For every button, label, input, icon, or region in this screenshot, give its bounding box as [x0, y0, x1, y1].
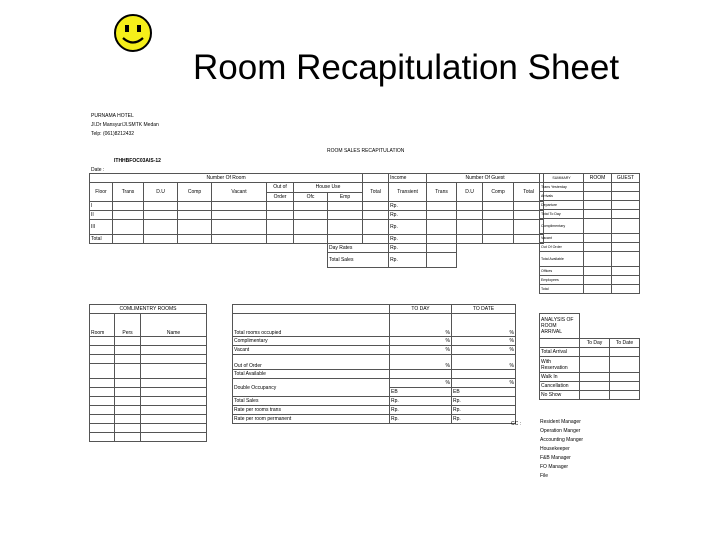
- rp-label: Rp.: [389, 235, 427, 244]
- transient-header: Transient: [389, 183, 427, 202]
- ofc-header: Ofc: [294, 192, 328, 202]
- summary-item: Employees: [540, 276, 584, 285]
- pct-to-date: %: [452, 379, 516, 388]
- table-row: [90, 364, 207, 379]
- table-row: [90, 235, 544, 244]
- summary-item: Total Available: [540, 252, 584, 267]
- table-row: [90, 211, 544, 220]
- cc-recipient: File: [540, 473, 549, 479]
- hotel-address: Jl.Dr Mansyur/Jl.SMTK Medan: [91, 122, 159, 128]
- cc-recipient: Accounting Manger: [540, 437, 584, 443]
- rp-label: Rp.: [389, 202, 427, 211]
- room-count-table: [89, 173, 544, 268]
- summary-room-header: ROOM: [584, 174, 612, 183]
- pct-to-date: %: [452, 346, 516, 355]
- cc-recipient: FO Manager: [540, 464, 569, 470]
- hotel-name: PURNAMA HOTEL: [91, 113, 134, 119]
- rp-to-date: Rp.: [452, 406, 516, 415]
- hotel-phone: Telp: (061)8212432: [91, 131, 135, 137]
- floor-label: Total: [90, 235, 113, 244]
- today-header: TO DAY: [390, 305, 452, 314]
- table-row: [90, 202, 544, 211]
- guest-trans-header: Trans: [427, 183, 457, 202]
- table-row: [90, 388, 207, 397]
- du-header: D.U: [144, 183, 178, 202]
- out-of-header: Out of: [267, 183, 294, 193]
- number-of-room-header: Number Of Room: [90, 174, 363, 183]
- stat-complimentary-label: Complimentary: [233, 337, 390, 346]
- date-label: Date :: [91, 167, 105, 173]
- pct-today: %: [390, 379, 452, 388]
- rp-to-date: Rp.: [452, 415, 516, 424]
- summary-item: Departure: [540, 201, 584, 210]
- stat-double-occupancy-label: Double Occupancy: [233, 379, 390, 397]
- emp-header: Emp: [328, 192, 363, 202]
- eb-to-date: EB: [452, 388, 516, 397]
- number-of-guest-header: Number Of Guest: [427, 174, 544, 183]
- table-row: [90, 220, 544, 235]
- summary-item: Offices: [540, 267, 584, 276]
- room-arrival-table: [539, 313, 640, 400]
- rp-today: Rp.: [390, 415, 452, 424]
- pct-to-date: %: [452, 355, 516, 370]
- sheet-title: ROOM SALES RECAPITULATION: [327, 148, 405, 154]
- summary-table: [539, 173, 640, 294]
- complimentary-rooms-table: [89, 304, 207, 442]
- table-row: [90, 397, 207, 406]
- table-row: [90, 433, 207, 442]
- arrival-item: With Reservation: [540, 357, 580, 373]
- table-row: [90, 415, 207, 424]
- income-header: Income: [389, 174, 427, 183]
- table-row: [90, 355, 207, 364]
- rp-today: Rp.: [390, 397, 452, 406]
- floor-header: Floor: [90, 183, 113, 202]
- table-row: [90, 424, 207, 433]
- stat-vacant-label: Vacant: [233, 346, 390, 355]
- summary-item: Trans Yesterday: [540, 183, 584, 192]
- guest-du-header: D.U: [457, 183, 483, 202]
- total-header: Total: [363, 183, 389, 202]
- summary-item: Total To Day: [540, 210, 584, 219]
- summary-guest-header: GUEST: [612, 174, 640, 183]
- arrival-item: Cancellation: [540, 382, 580, 391]
- summary-item: Out Of Order: [540, 243, 584, 252]
- pct-to-date: %: [452, 314, 516, 337]
- arrival-item: Walk In: [540, 373, 580, 382]
- rp-label: Rp.: [389, 244, 427, 253]
- arrival-header: ANALYSIS OF ROOM ARRIVAL: [540, 314, 580, 339]
- cc-recipient: Resident Manager: [540, 419, 581, 425]
- eb-today: EB: [390, 388, 452, 397]
- to-date-header: TO DATE: [452, 305, 516, 314]
- pct-today: %: [390, 337, 452, 346]
- pct-today: %: [390, 314, 452, 337]
- doc-code: ITHHBFOC03AIS-12: [114, 158, 161, 164]
- summary-item: Total: [540, 285, 584, 294]
- page-title: Room Recapitulation Sheet: [193, 48, 620, 87]
- arrival-today-header: To Day: [580, 339, 610, 348]
- guest-total-header: Total: [514, 183, 544, 202]
- day-rates-label: Day Rates: [328, 244, 389, 253]
- table-row: [90, 346, 207, 355]
- vacant-header: Vacant: [212, 183, 267, 202]
- pct-today: %: [390, 346, 452, 355]
- arrival-to-date-header: To Date: [610, 339, 640, 348]
- summary-item: Vacant: [540, 234, 584, 243]
- stat-total-sales-label: Total Sales: [233, 397, 390, 406]
- comp-header: Comp: [178, 183, 212, 202]
- table-row: [90, 379, 207, 388]
- arrival-item: Total Arrival: [540, 348, 580, 357]
- comp-room-header: Room: [90, 314, 115, 337]
- summary-item: Arrivals: [540, 192, 584, 201]
- table-row: [90, 406, 207, 415]
- floor-label: II: [90, 211, 113, 220]
- rp-to-date: Rp.: [452, 397, 516, 406]
- order-header: Order: [267, 192, 294, 202]
- smiley-icon: [113, 12, 153, 54]
- summary-header: SUMMARY: [540, 174, 584, 183]
- total-sales-label: Total Sales: [328, 253, 389, 268]
- occupancy-stats-table: [232, 304, 516, 424]
- comp-pers-header: Pers: [115, 314, 141, 337]
- complimentary-header: COMLIMENTRY ROOMS: [90, 305, 207, 314]
- stat-rate-trans-label: Rate per rooms trans: [233, 406, 390, 415]
- cc-recipient: F&B Manager: [540, 455, 571, 461]
- stat-out-of-order-label: Out of Order: [233, 355, 390, 370]
- rp-today: Rp.: [390, 406, 452, 415]
- rp-label: Rp.: [389, 220, 427, 235]
- floor-label: I: [90, 202, 113, 211]
- arrival-item: No Show: [540, 391, 580, 400]
- floor-label: III: [90, 220, 113, 235]
- stat-occupied-label: Total rooms occupied: [233, 314, 390, 337]
- guest-comp-header: Comp: [483, 183, 514, 202]
- summary-item: Complimentary: [540, 219, 584, 234]
- house-use-header: House Use: [294, 183, 363, 193]
- cc-list: [540, 418, 583, 481]
- cc-label: CC :: [511, 421, 521, 427]
- cc-recipient: Housekeeper: [540, 446, 570, 452]
- rp-label: Rp.: [389, 211, 427, 220]
- table-row: [90, 337, 207, 346]
- comp-name-header: Name: [141, 314, 207, 337]
- cc-recipient: Operation Manger: [540, 428, 581, 434]
- pct-today: %: [390, 355, 452, 370]
- stat-rate-permanent-label: Rate per room permanent: [233, 415, 390, 424]
- pct-to-date: %: [452, 337, 516, 346]
- stat-total-available-label: Total Available: [233, 370, 390, 379]
- trans-header: Trans: [113, 183, 144, 202]
- rp-label: Rp.: [389, 253, 427, 268]
